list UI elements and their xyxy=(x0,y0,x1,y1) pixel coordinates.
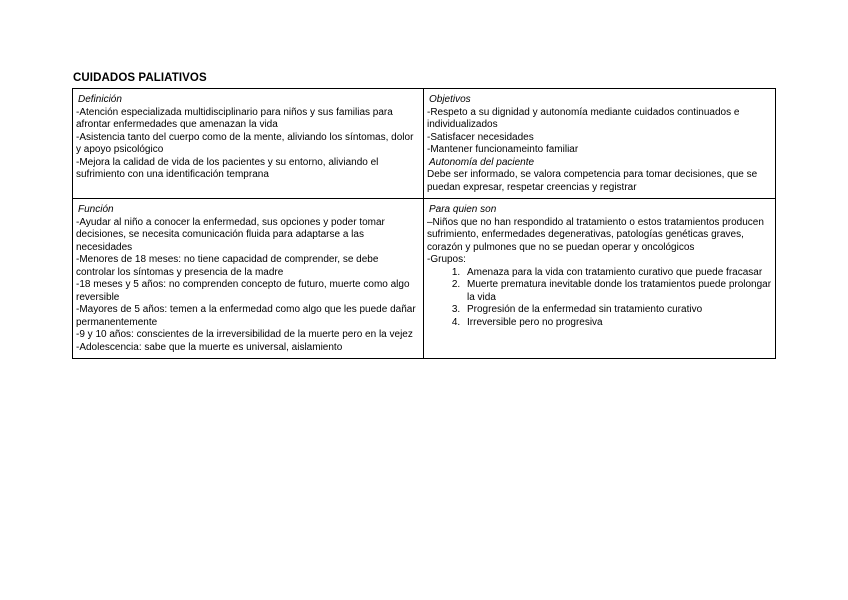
text-line: -Adolescencia: sabe que la muerte es universal, aislamiento xyxy=(76,341,343,353)
cell-heading: Función xyxy=(78,204,114,215)
list-item: 4. Irreversible pero no progresiva xyxy=(463,317,772,330)
cell-heading: Para quien son xyxy=(429,204,497,215)
text-line: -Menores de 18 meses: no tiene capacidad de comprender, se debe controlar los síntomas y presencia de la madre xyxy=(76,254,379,278)
cell-para-quien xyxy=(424,199,776,359)
text-line: –Niños que no han respondido al tratamiento o estos tratamientos producen sufrimiento, enfermedades degenerativas, patologías genéticas graves, corazón y pulmones que no se puedan operar y oncológicos xyxy=(427,216,764,253)
list-item: 1. Amenaza para la vida con tratamiento curativo que puede fracasar xyxy=(463,267,772,280)
text-line: -Asistencia tanto del cuerpo como de la mente, aliviando los síntomas, dolor y apoyo psicológico xyxy=(76,131,414,155)
text-line: -Grupos: xyxy=(427,254,466,265)
cell-definicion xyxy=(73,89,424,199)
cell-heading: Definición xyxy=(78,94,122,105)
cell-heading: Objetivos xyxy=(429,94,471,105)
cell-subheading: Autonomía del paciente xyxy=(429,156,535,168)
table-row xyxy=(73,199,776,359)
list-item: 2. Muerte prematura inevitable donde los tratamientos puede prolongar la vida xyxy=(463,279,772,304)
cell-objetivos xyxy=(424,89,776,199)
text-line: Debe ser informado, se valora competencia para tomar decisiones, que se puedan expresar, respetar creencias y registrar xyxy=(427,169,758,193)
text-line: -Satisfacer necesidades xyxy=(427,131,534,143)
text-line: -Ayudar al niño a conocer la enfermedad, sus opciones y poder tomar decisiones, se necesita comunicación fluida para adaptarse a las necesidades xyxy=(76,216,385,253)
text-line: -18 meses y 5 años: no comprenden concepto de futuro, muerte como algo reversible xyxy=(76,279,410,303)
text-line: -Mantener funcionameinto familiar xyxy=(427,144,579,155)
cell-funcion xyxy=(73,199,424,359)
text-line: -9 y 10 años: conscientes de la irreversibilidad de la muerte pero en la vejez xyxy=(76,329,413,340)
table-row xyxy=(73,89,776,199)
text-line: -Atención especializada multidisciplinario para niños y sus familias para afrontar enfermedades que amenazan la vida xyxy=(76,106,393,130)
content-table xyxy=(72,88,776,359)
text-line: -Respeto a su dignidad y autonomía mediante cuidados continuados e individualizados xyxy=(427,106,740,130)
text-line: -Mejora la calidad de vida de los pacientes y su entorno, aliviando el sufrimiento con una identificación temprana xyxy=(76,156,379,180)
text-line: -Mayores de 5 años: temen a la enfermedad como algo que les puede dañar permanentemente xyxy=(76,304,416,328)
list-item: 3. Progresión de la enfermedad sin tratamiento curativo xyxy=(463,304,772,317)
groups-list xyxy=(427,267,772,330)
page-title: CUIDADOS PALIATIVOS xyxy=(73,72,207,84)
